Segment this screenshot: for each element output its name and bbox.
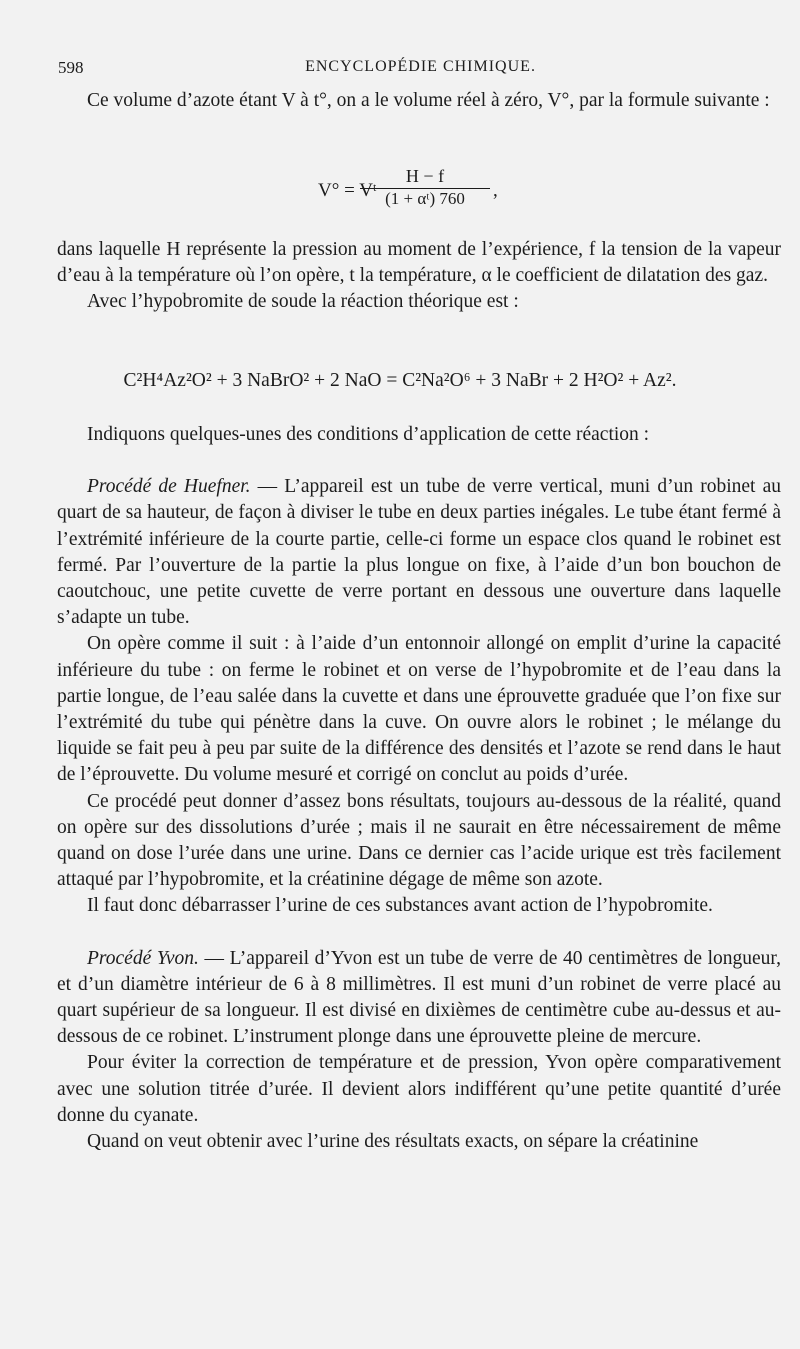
page-number: 598: [58, 58, 84, 77]
huefner-paragraph: [57, 474, 781, 631]
reaction-equation: C²H⁴Az²O² + 3 NaBrO² + 2 NaO = C²Na²O⁶ + 3 NaBr + 2 H²O² + Az².: [123, 370, 677, 391]
formula-comma: ,: [493, 180, 498, 201]
hypobromite-paragraph: Avec l’hypobromite de soude la réaction théorique est :: [87, 291, 519, 313]
results-paragraph: Ce procédé peut donner d’assez bons résultats, toujours au-dessous de la réalité, quand on opère sur des dissolutions d’urée ; mais il ne saurait en être nécessairement de même quand on dose l’urée dans une urine. Dans ce dernier cas l’acide urique est très facilement attaqué par l’hypobromite, et la créatinine dégage de même son azote.: [57, 790, 781, 891]
yvon-heading: Procédé Yvon.: [87, 947, 199, 969]
huefner-heading: Procédé de Huefner.: [87, 476, 251, 498]
intro-paragraph: Ce volume d’azote étant V à t°, on a le volume réel à zéro, V°, par la formule suivante :: [87, 90, 770, 111]
body-block: [57, 422, 781, 1155]
intro-block: [57, 88, 781, 114]
huefner-text: — L’appareil est un tube de verre vertical, muni d’un robinet au quart de sa hauteur, de façon à diviser le tube en deux parties inégales. Le tube étant fermé à l’extrémité inférieure de la courte partie, celle-ci forme un espace clos quand le robinet est fermé. Par l’ouverture de la partie la plus longue on fixe, à l’aide d’un bon bouchon de caoutchouc, une petite cuvette de verre portant en dessous une ouverture dans laquelle s’adapte un tube.: [57, 476, 781, 629]
rid-paragraph: Il faut donc débarrasser l’urine de ces substances avant action de l’hypobromite.: [87, 895, 713, 917]
yvon-text: — L’appareil d’Yvon est un tube de verre de 40 centimètres de longueur, et d’un diamètre intérieur de 6 à 8 millimètres. Il est muni d’un robinet de verre placé au quart supérieur de sa longueur. Il est divisé en dixièmes de centimètre cube au-dessus et au-dessous de ce robinet. L’instrument plonge dans une éprouvette pleine de mercure.: [57, 947, 781, 1048]
page-header: [58, 58, 783, 80]
volume-formula: [0, 166, 800, 210]
conditions-paragraph: Indiquons quelques-unes des conditions d’application de cette réaction :: [87, 424, 650, 445]
formula-numerator: H − f: [360, 166, 490, 189]
middle-block: [57, 237, 781, 316]
formula-explanation: dans laquelle H représente la pression au moment de l’expérience, f la tension de la vapeur d’eau à la température où l’on opère, t la température, α le coefficient de dilatation des gaz.: [57, 239, 781, 287]
formula-denominator: (1 + αᵗ) 760: [385, 189, 465, 208]
running-title: ENCYCLOPÉDIE CHIMIQUE.: [305, 58, 536, 75]
last-paragraph: Quand on veut obtenir avec l’urine des résultats exacts, on sépare la créatinine: [87, 1131, 699, 1153]
yvon-paragraph: [57, 946, 781, 1051]
formula-lhs: V° = Vᵗ: [318, 180, 377, 201]
operation-paragraph: On opère comme il suit : à l’aide d’un entonnoir allongé on emplit d’urine la capacité inférieure du tube : on ferme le robinet et on verse de l’hypobromite et de l’eau dans la partie longue, de l’eau salée dans la cuvette et dans une éprouvette graduée que l’on fixe sur l’extrémité du tube qui pénètre dans la cuve. On ouvre alors le robinet ; le mélange du liquide se fait peu à peu par suite de la différence des densités et l’azote se rend dans le haut de l’éprouvette. Du volume mesuré et corrigé on conclut au poids d’urée.: [57, 633, 781, 786]
avoid-paragraph: Pour éviter la correction de température et de pression, Yvon opère comparativement avec une solution titrée d’urée. Il devient alors indifférent qu’une petite quantité d’urée donne du cyanate.: [57, 1052, 781, 1126]
formula-fraction: [360, 166, 490, 209]
